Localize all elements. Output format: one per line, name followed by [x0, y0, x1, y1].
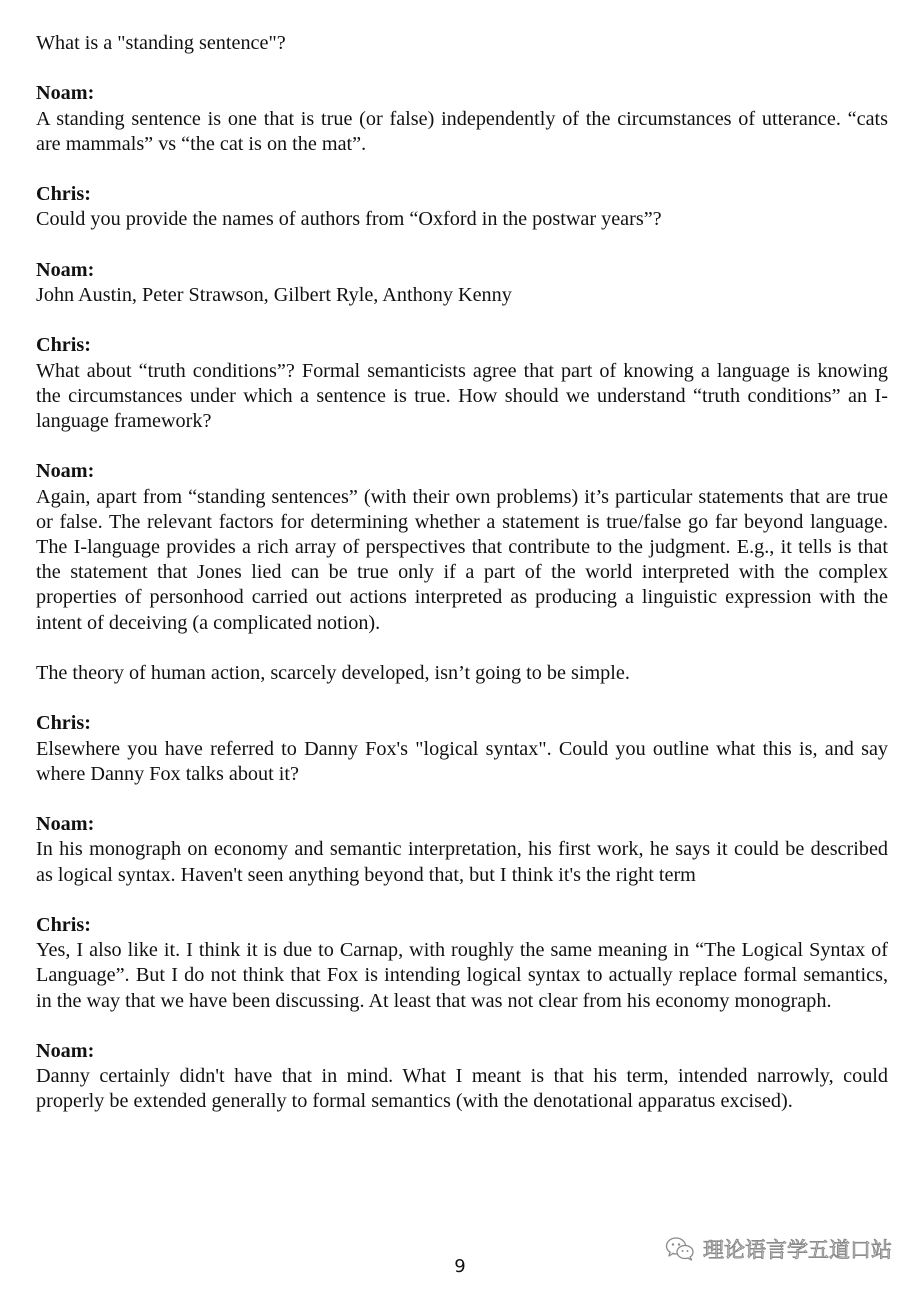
dialogue-block-8 — [36, 913, 888, 1014]
dialogue-paragraph: The theory of human action, scarcely developed, isn’t going to be simple. — [36, 661, 630, 684]
dialogue-paragraph: Could you provide the names of authors from “Oxford in the postwar years”? — [36, 208, 662, 231]
document-body — [36, 31, 888, 1140]
speaker-label: Noam: — [36, 258, 95, 281]
dialogue-block-6 — [36, 711, 888, 787]
speaker-label: Chris: — [36, 334, 91, 357]
dialogue-block-7 — [36, 812, 888, 888]
dialogue-paragraph: Elsewhere you have referred to Danny Fox's "logical syntax". Could you outline what this is, and say where Danny Fox talks about it? — [36, 737, 888, 785]
page-number: 9 — [454, 1256, 466, 1277]
intro-question: What is a "standing sentence"? — [36, 32, 286, 54]
speaker-label: Noam: — [36, 460, 95, 483]
speaker-label: Chris: — [36, 913, 91, 936]
dialogue-paragraph: Yes, I also like it. I think it is due to Carnap, with roughly the same meaning in “The Logical Syntax of Language”. But I do not think that Fox is intending logical syntax to actually replace formal semantics, in the way that we have been discussing. At least that was not clear from his economy monograph. — [36, 939, 888, 1012]
dialogue-block-9 — [36, 1039, 888, 1115]
dialogue-paragraph: A standing sentence is one that is true (or false) independently of the circumstances of utterance. “cats are mammals” vs “the cat is on the mat”. — [36, 107, 888, 155]
watermark — [665, 1234, 892, 1264]
dialogue-block-3 — [36, 258, 888, 308]
dialogue-paragraph: Danny certainly didn't have that in mind. What I meant is that his term, intended narrowly, could properly be extended generally to formal semantics (with the denotational apparatus excised). — [36, 1065, 888, 1113]
dialogue-block-4 — [36, 333, 888, 434]
intro-block — [36, 31, 888, 56]
speaker-label: Noam: — [36, 82, 95, 105]
dialogue-block-5-continued — [36, 661, 888, 686]
dialogue-block-2 — [36, 182, 888, 232]
speaker-label: Noam: — [36, 1039, 95, 1062]
dialogue-paragraph: What about “truth conditions”? Formal semanticists agree that part of knowing a language is knowing the circumstances under which a sentence is true. How should we understand “truth conditions” an I-language framework? — [36, 359, 888, 432]
speaker-label: Noam: — [36, 813, 95, 836]
watermark-text: 理论语言学五道口站 — [703, 1238, 892, 1262]
speaker-label: Chris: — [36, 712, 91, 735]
dialogue-paragraph: John Austin, Peter Strawson, Gilbert Ryle, Anthony Kenny — [36, 283, 512, 306]
dialogue-block-5 — [36, 459, 888, 635]
wechat-icon — [665, 1236, 695, 1262]
dialogue-paragraph: In his monograph on economy and semantic interpretation, his first work, he says it could be described as logical syntax. Haven't seen anything beyond that, but I think it's the right term — [36, 838, 888, 886]
speaker-label: Chris: — [36, 183, 91, 206]
dialogue-paragraph: Again, apart from “standing sentences” (with their own problems) it’s particular statements that are true or false. The relevant factors for determining whether a statement is true/false go far beyond language. The I-language provides a rich array of perspectives that contribute to the judgment. E.g., it tells is that the statement that Jones lied can be true only if a part of the world interpreted with the complex properties of personhood carried out actions interpreted as producing a linguistic expression with the intent of deceiving (a complicated notion). — [36, 485, 888, 634]
dialogue-block-1 — [36, 81, 888, 157]
